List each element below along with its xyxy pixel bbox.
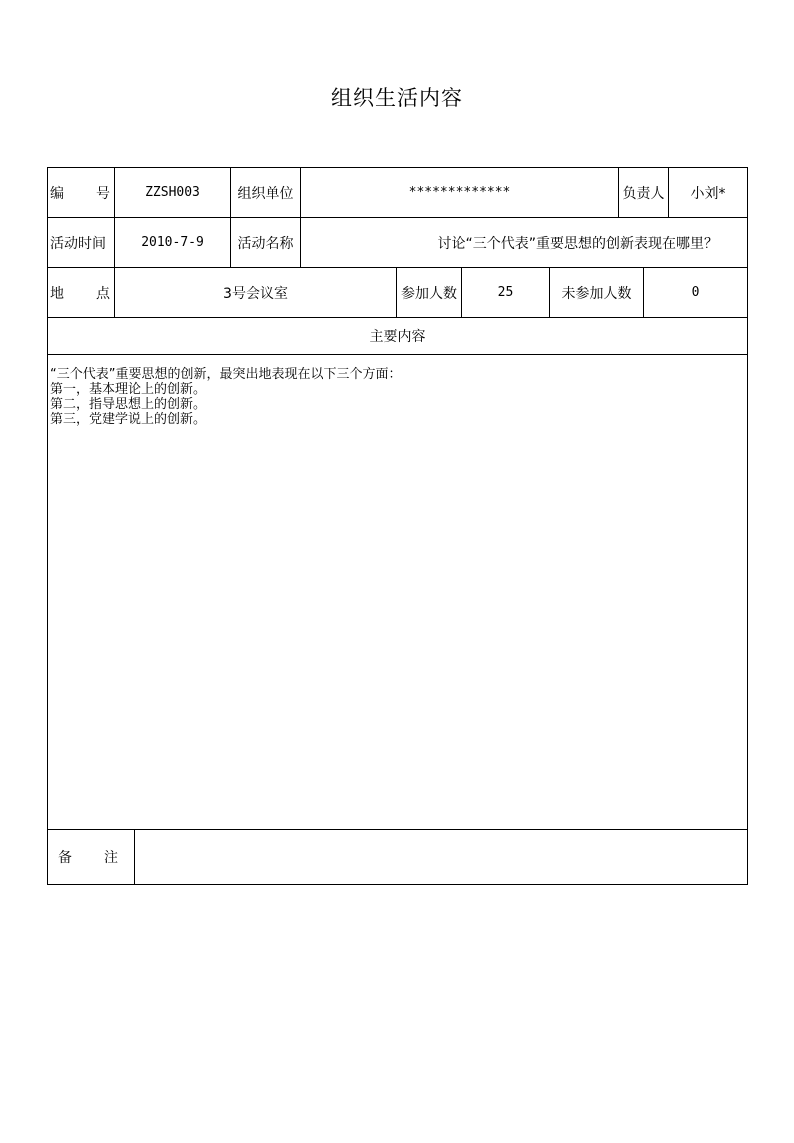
activity-name-label: 活动名称 <box>237 235 294 252</box>
place-label <box>48 268 114 317</box>
absent-label: 未参加人数 <box>561 285 632 302</box>
content-line: “三个代表”重要思想的创新，最突出地表现在以下三个方面： <box>50 367 402 382</box>
leader-label: 负责人 <box>622 185 665 202</box>
time-label: 活动时间 <box>50 235 106 252</box>
border-right <box>747 167 748 885</box>
activity-name-value: 讨论“三个代表”重要思想的创新表现在哪里？ <box>437 235 718 252</box>
time-value: 2010-7-9 <box>141 235 204 250</box>
id-label <box>48 168 114 217</box>
notes-label-left: 备 <box>58 850 72 866</box>
absent-value: 0 <box>691 285 700 300</box>
place-label-right: 点 <box>96 285 110 302</box>
page-title: 组织生活内容 <box>331 86 463 110</box>
border-bottom <box>47 884 748 885</box>
notes-label-right: 注 <box>104 850 118 866</box>
unit-label: 组织单位 <box>237 185 294 202</box>
rule-header <box>47 354 748 355</box>
attend-value: 25 <box>497 285 514 300</box>
unit-value: ************* <box>408 185 511 200</box>
main-content-body <box>50 367 401 427</box>
id-label-right: 号 <box>96 185 110 202</box>
notes-label <box>48 830 134 884</box>
content-line: 第三，党建学说上的创新。 <box>50 412 207 427</box>
activity-form <box>47 167 748 885</box>
place-value: 3号会议室 <box>223 285 288 302</box>
id-value: ZZSH003 <box>145 185 200 200</box>
content-line: 第一，基本理论上的创新。 <box>50 382 207 397</box>
id-label-left: 编 <box>50 185 64 202</box>
notes-value <box>135 830 749 884</box>
place-label-left: 地 <box>50 285 64 302</box>
main-content-header: 主要内容 <box>369 329 426 345</box>
attend-label: 参加人数 <box>401 285 457 302</box>
content-line: 第二，指导思想上的创新。 <box>50 397 207 412</box>
leader-value: 小刘* <box>690 185 726 202</box>
